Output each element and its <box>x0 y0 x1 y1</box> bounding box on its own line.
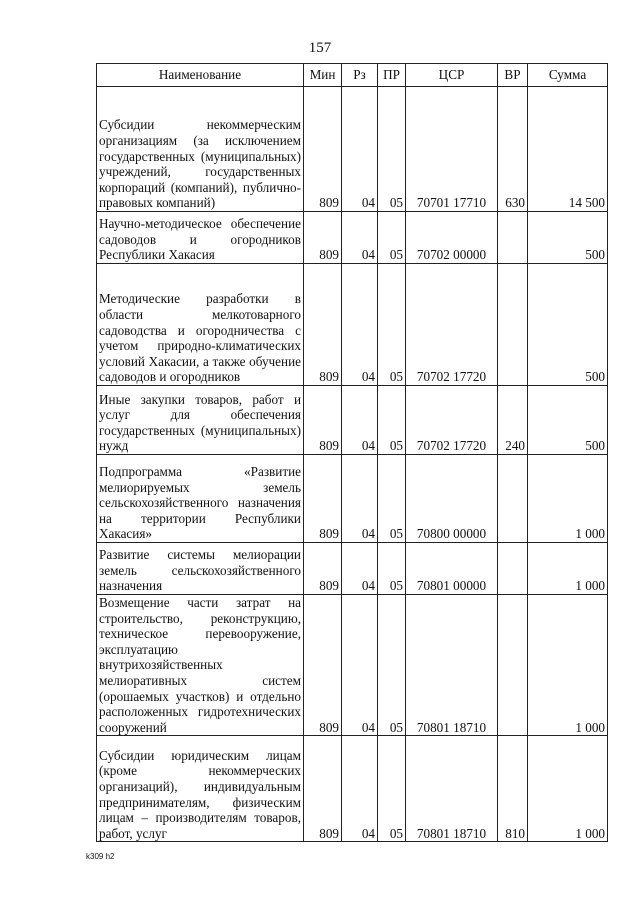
row-rz: 04 <box>342 455 378 543</box>
row-name: Научно-методическое обеспечение садоводов и огородников Республики Хакасия <box>97 212 304 264</box>
table-row <box>97 455 608 543</box>
row-name: Возмещение части затрат на строительство, реконструкцию, техническое перевооружение, эксплуатацию внутрихозяйственных мелиоративных систем (орошаемых участков) и отдельно расположенных гидротехнических сооружений <box>97 595 304 736</box>
row-sum: 1 000 <box>528 736 608 842</box>
col-header-pr: ПР <box>378 64 406 87</box>
row-min: 809 <box>304 264 342 386</box>
row-pr: 05 <box>378 543 406 595</box>
col-header-csr: ЦСР <box>406 64 498 87</box>
col-header-min: Мин <box>304 64 342 87</box>
row-min: 809 <box>304 386 342 455</box>
row-sum: 1 000 <box>528 455 608 543</box>
row-rz: 04 <box>342 736 378 842</box>
row-pr: 05 <box>378 386 406 455</box>
row-name: Субсидии юридическим лицам (кроме некоммерческих организаций), индивидуальным предпринимателям, физическим лицам – производителям товаров, работ, услуг <box>97 736 304 842</box>
row-pr: 05 <box>378 264 406 386</box>
table-row <box>97 264 608 386</box>
page-number: 157 <box>308 40 332 56</box>
col-header-rz: Рз <box>342 64 378 87</box>
col-header-vr: ВР <box>498 64 528 87</box>
row-rz: 04 <box>342 595 378 736</box>
row-name: Развитие системы мелиорации земель сельскохозяйственного назначения <box>97 543 304 595</box>
table-row <box>97 595 608 736</box>
row-csr: 70801 18710 <box>406 595 498 736</box>
col-header-name: Наименование <box>97 64 304 87</box>
row-min: 809 <box>304 543 342 595</box>
row-csr: 70801 00000 <box>406 543 498 595</box>
budget-table <box>96 63 608 842</box>
row-min: 809 <box>304 736 342 842</box>
row-rz: 04 <box>342 543 378 595</box>
row-min: 809 <box>304 455 342 543</box>
row-csr: 70702 00000 <box>406 212 498 264</box>
row-csr: 70801 18710 <box>406 736 498 842</box>
row-name: Методические разработки в области мелкотоварного садоводства и огородничества с учетом природно-климатических условий Хакасии, а также обучение садоводов и огородников <box>97 264 304 386</box>
row-sum: 1 000 <box>528 595 608 736</box>
row-name: Подпрограмма «Развитие мелиорируемых земель сельскохозяйственного назначения на территории Республики Хакасия» <box>97 455 304 543</box>
row-rz: 04 <box>342 87 378 212</box>
row-vr <box>498 212 528 264</box>
row-csr: 70702 17720 <box>406 386 498 455</box>
row-csr: 70702 17720 <box>406 264 498 386</box>
row-vr <box>498 455 528 543</box>
footer-code: k309 h2 <box>86 852 115 861</box>
row-rz: 04 <box>342 212 378 264</box>
row-pr: 05 <box>378 87 406 212</box>
row-name: Субсидии некоммерческим организациям (за исключением государственных (муниципальных) учреждений, государственных корпораций (компаний), публично-правовых компаний) <box>97 87 304 212</box>
row-sum: 14 500 <box>528 87 608 212</box>
row-csr: 70800 00000 <box>406 455 498 543</box>
table-row <box>97 736 608 842</box>
row-rz: 04 <box>342 264 378 386</box>
row-pr: 05 <box>378 212 406 264</box>
row-min: 809 <box>304 595 342 736</box>
table-header-row <box>97 64 608 87</box>
row-min: 809 <box>304 87 342 212</box>
row-name: Иные закупки товаров, работ и услуг для обеспечения государственных (муниципальных) нужд <box>97 386 304 455</box>
table-row <box>97 386 608 455</box>
row-sum: 500 <box>528 386 608 455</box>
row-vr: 810 <box>498 736 528 842</box>
table-row <box>97 543 608 595</box>
row-vr: 630 <box>498 87 528 212</box>
row-sum: 500 <box>528 212 608 264</box>
row-pr: 05 <box>378 736 406 842</box>
row-sum: 500 <box>528 264 608 386</box>
row-pr: 05 <box>378 455 406 543</box>
row-pr: 05 <box>378 595 406 736</box>
row-csr: 70701 17710 <box>406 87 498 212</box>
row-sum: 1 000 <box>528 543 608 595</box>
row-vr: 240 <box>498 386 528 455</box>
row-vr <box>498 264 528 386</box>
row-vr <box>498 595 528 736</box>
col-header-sum: Сумма <box>528 64 608 87</box>
row-min: 809 <box>304 212 342 264</box>
row-vr <box>498 543 528 595</box>
table-row <box>97 212 608 264</box>
table-row <box>97 87 608 212</box>
row-rz: 04 <box>342 386 378 455</box>
